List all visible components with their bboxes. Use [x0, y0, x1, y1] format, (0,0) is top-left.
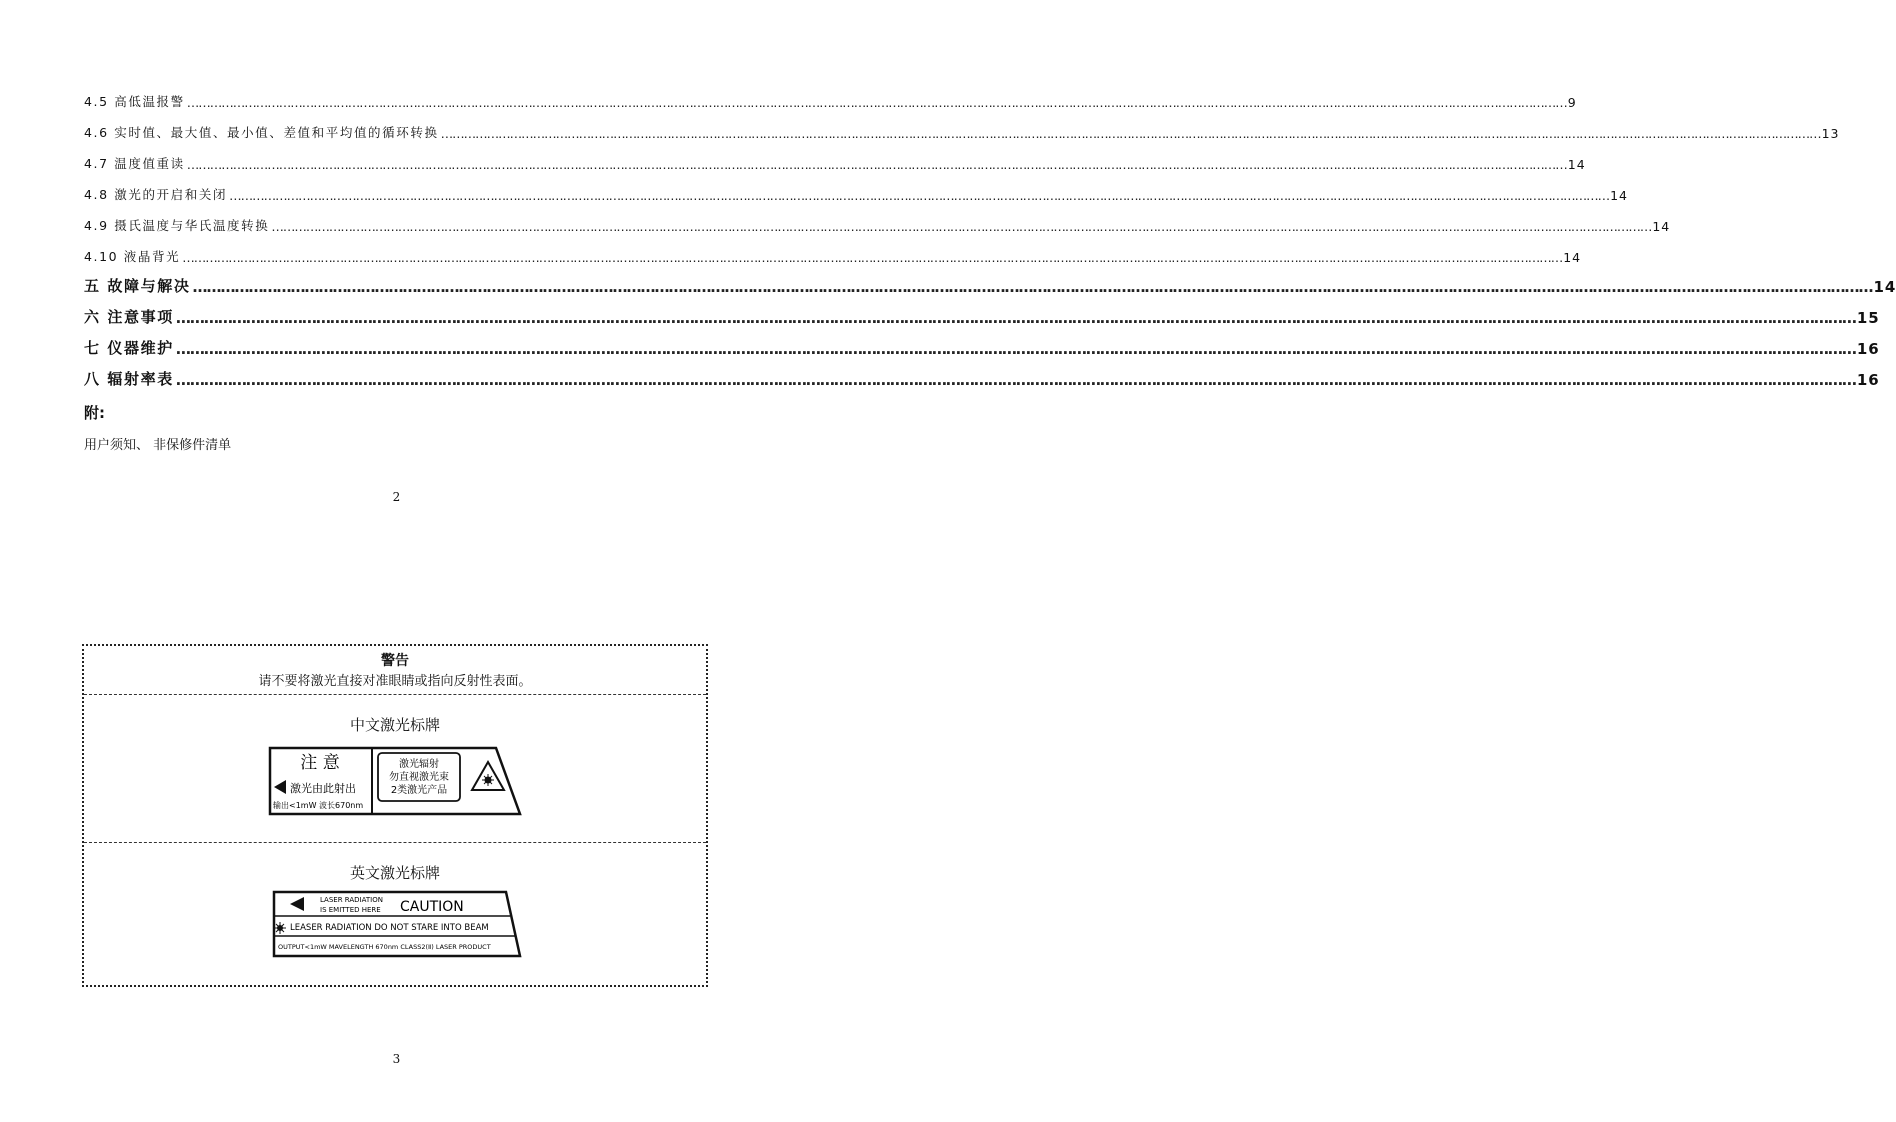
toc-page-number: 14	[1563, 250, 1582, 265]
cn-box-line3: 2类激光产品	[390, 785, 448, 796]
en-radiation-line2: IS EMITTED HERE	[320, 906, 381, 914]
laser-warning-box	[82, 644, 708, 987]
toc-row	[84, 212, 1671, 234]
toc-row	[84, 274, 1896, 296]
warning-header	[84, 646, 706, 695]
toc-leader-dots: ………………………………………………………………………………………………………………………………………………………………………………………………………………………………………………………………………………………………………………………………	[175, 371, 1856, 389]
page-number: 2	[392, 490, 401, 504]
cn-emitted-text: 激光由此射出	[290, 782, 356, 795]
en-caution-text: CAUTION	[400, 899, 464, 915]
en-spec-line: OUTPUT<1mW MAVELENGTH 670nm CLASS2(Ⅱ) LASER PRODUCT	[278, 943, 491, 951]
toc-row	[84, 150, 1586, 172]
toc-label: 4.5 高低温报警	[84, 94, 185, 109]
en-radiation-line1: LASER RADIATION	[320, 896, 383, 904]
toc-label: 六 注意事项	[84, 308, 174, 326]
chinese-label-title: 中文激光标牌	[349, 716, 440, 734]
appendix-text: 用户须知、 非保修件清单	[84, 438, 232, 453]
toc-row	[84, 305, 1880, 327]
chinese-laser-label	[268, 746, 524, 816]
toc-row	[84, 119, 1840, 141]
toc-page-number: 14	[1567, 157, 1586, 172]
toc-label: 4.8 激光的开启和关闭	[84, 187, 228, 202]
toc-leader-dots: ………………………………………………………………………………………………………………………………………………………………………………………………………………………………………………………………………………………………………………………………	[175, 309, 1856, 327]
laser-hazard-icon	[472, 762, 504, 790]
toc-leader-dots: ………………………………………………………………………………………………………………………………………………………………………………………………………………………………………………………………………………………………………………………………	[186, 95, 1567, 110]
cn-box-line1: 激光辐射	[399, 759, 439, 770]
toc-page-number: 14	[1610, 188, 1628, 203]
cn-box-line2: 勿直视激光束	[389, 772, 449, 783]
toc-leader-dots: ………………………………………………………………………………………………………………………………………………………………………………………………………………………………………………………………………………………………………………………………	[271, 219, 1652, 234]
toc-leader-dots: ………………………………………………………………………………………………………………………………………………………………………………………………………………………………………………………………………………………………………………………………	[440, 126, 1821, 141]
page-number: 3	[392, 1052, 401, 1066]
english-laser-label	[272, 890, 526, 960]
toc-label: 4.6 实时值、最大值、最小值、差值和平均值的循环转换	[84, 125, 439, 140]
toc-label: 4.7 温度值重读	[84, 156, 185, 171]
toc-leader-dots: ………………………………………………………………………………………………………………………………………………………………………………………………………………………………………………………………………………………………………………………………	[186, 157, 1567, 172]
toc-label: 八 辐射率表	[84, 370, 174, 388]
warning-text: 请不要将激光直接对准眼睛或指向反射性表面。	[258, 674, 532, 689]
toc-label: 五 故障与解决	[84, 277, 191, 295]
toc-row	[84, 181, 1628, 203]
toc-leader-dots: ………………………………………………………………………………………………………………………………………………………………………………………………………………………………………………………………………………………………………………………………	[175, 340, 1856, 358]
toc-leader-dots: ………………………………………………………………………………………………………………………………………………………………………………………………………………………………………………………………………………………………………………………………	[192, 278, 1873, 296]
toc-row	[84, 88, 1577, 110]
toc-row	[84, 336, 1880, 358]
toc-page-number: 14	[1873, 278, 1896, 296]
en-warning-line: LEASER RADIATION DO NOT STARE INTO BEAM	[290, 923, 489, 933]
warning-title: 警告	[381, 653, 409, 669]
toc-label: 七 仪器维护	[84, 339, 174, 357]
english-label-title: 英文激光标牌	[349, 864, 440, 882]
left-arrow-icon	[290, 897, 304, 911]
left-arrow-icon	[274, 780, 286, 794]
toc-label: 4.9 摄氏温度与华氏温度转换	[84, 218, 270, 233]
cn-caution-text: 注 意	[300, 753, 340, 773]
toc-row	[84, 243, 1582, 265]
toc-page-number: 13	[1821, 126, 1840, 141]
toc-page-number: 16	[1856, 340, 1880, 358]
toc-page-number: 9	[1567, 95, 1577, 110]
toc-page-number: 15	[1856, 309, 1880, 327]
cn-output-text: 输出<1mW 波长670nm	[273, 801, 364, 810]
toc-page-number: 14	[1652, 219, 1671, 234]
toc-label: 4.10 液晶背光	[84, 249, 181, 264]
toc-leader-dots: ………………………………………………………………………………………………………………………………………………………………………………………………………………………………………………………………………………………………………………………………	[182, 250, 1563, 265]
chinese-label-section	[84, 694, 706, 843]
toc-row	[84, 367, 1880, 389]
toc-page-number: 16	[1856, 371, 1880, 389]
appendix-heading: 附:	[84, 404, 105, 422]
english-label-section	[84, 842, 706, 987]
laser-starburst-icon	[274, 922, 286, 934]
toc-leader-dots: ………………………………………………………………………………………………………………………………………………………………………………………………………………………………………………………………………………………………………………………………	[229, 188, 1610, 203]
